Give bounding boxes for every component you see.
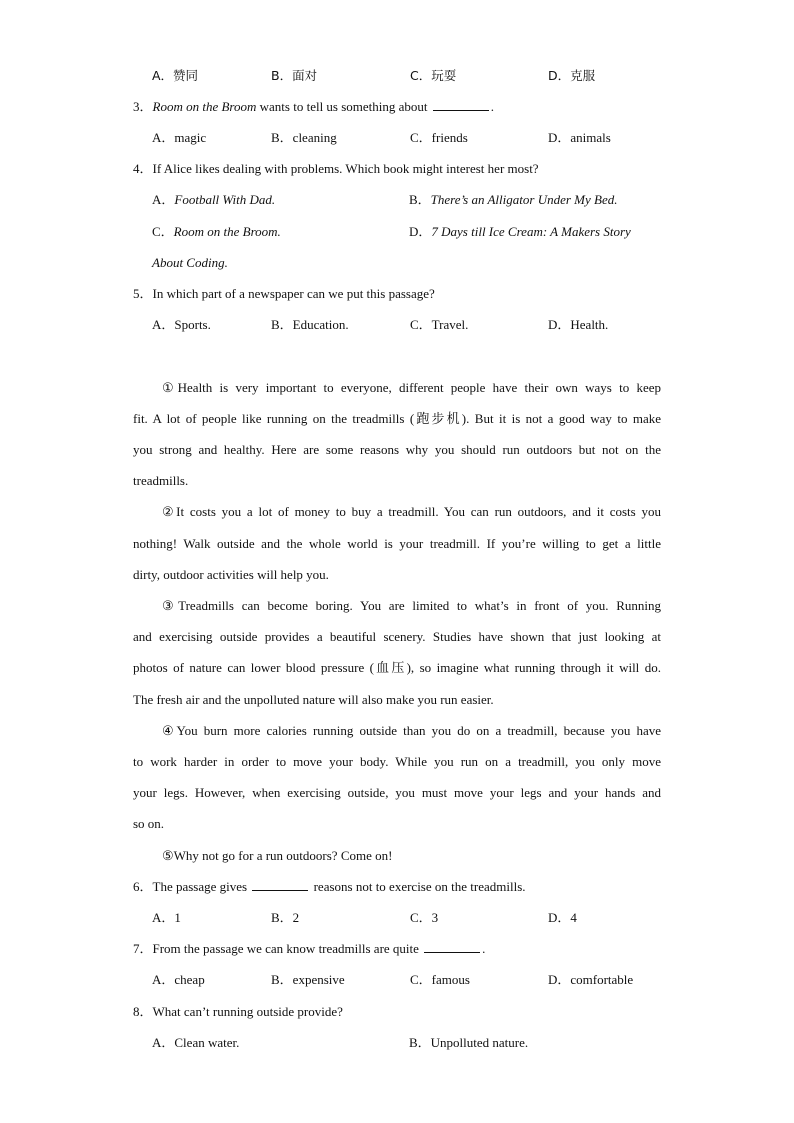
passage-line: The fresh air and the unpolluted nature will also make you run easier.: [133, 692, 494, 707]
question-3-book-title: Room on the Broom: [152, 99, 257, 114]
q4-option-a-text: Football With Dad.: [174, 192, 276, 207]
q7-option-a: A．cheap: [152, 972, 205, 987]
question-4: 4．If Alice likes dealing with problems. Which book might interest her most?: [133, 161, 539, 176]
passage-line: ⑤Why not go for a run outdoors? Come on!: [162, 848, 393, 863]
q8-option-a: A．Clean water.: [152, 1035, 240, 1050]
question-5: 5．In which part of a newspaper can we put this passage?: [133, 286, 435, 301]
answer-blank: [433, 98, 489, 111]
q6-option-b: B．2: [271, 910, 300, 925]
question-3-number: 3．: [133, 99, 153, 114]
passage-line: ②It costs you a lot of money to buy a treadmill. You can run outdoors, and it costs you: [162, 504, 661, 519]
q2-option-b: B．面对: [271, 68, 318, 83]
q4-option-b: [409, 191, 617, 209]
question-7: [133, 940, 485, 958]
passage-line: so on.: [133, 816, 165, 831]
q5-option-d: D．Health.: [548, 317, 609, 332]
passage-line: treadmills.: [133, 473, 189, 488]
passage-line: ①Health is very important to everyone, different people have their own ways to keep: [162, 380, 661, 395]
q2-option-a: A．赞同: [152, 68, 199, 83]
q6-option-d: D．4: [548, 910, 577, 925]
q3-option-b: B．cleaning: [271, 130, 337, 145]
passage-line: nothing! Walk outside and the whole world is your treadmill. If you’re willing to get a little: [133, 536, 661, 551]
passage-line: photos of nature can lower blood pressure (血压), so imagine what running through it will do.: [133, 660, 661, 675]
q5-option-c: C．Travel.: [410, 317, 469, 332]
q4-option-c-text: Room on the Broom.: [173, 224, 281, 239]
question-8: 8．What can’t running outside provide?: [133, 1004, 343, 1019]
q7-option-b: B．expensive: [271, 972, 345, 987]
q3-option-a: A．magic: [152, 130, 207, 145]
question-7-post: .: [482, 941, 486, 956]
answer-blank: [424, 940, 480, 953]
question-6: [133, 878, 526, 896]
q5-option-a: A．Sports.: [152, 317, 211, 332]
question-3: [133, 98, 494, 116]
q4-option-b-label: B．: [409, 192, 431, 207]
passage-line: and exercising outside provides a beautiful scenery. Studies have shown that just looking at: [133, 629, 661, 644]
q2-option-c: C．玩耍: [410, 68, 457, 83]
q4-option-a-label: A．: [152, 192, 175, 207]
q4-option-b-text: There’s an Alligator Under My Bed.: [430, 192, 618, 207]
q4-option-c-label: C．: [152, 224, 174, 239]
passage-line: ③Treadmills can become boring. You are limited to what’s in front of you. Running: [162, 598, 661, 613]
passage-line: dirty, outdoor activities will help you.: [133, 567, 329, 582]
q5-option-b: B．Education.: [271, 317, 349, 332]
q3-option-c: C．friends: [410, 130, 468, 145]
q6-option-c: C．3: [410, 910, 439, 925]
q2-option-d: D．克服: [548, 68, 596, 83]
question-3-text: wants to tell us something about: [256, 99, 428, 114]
q4-option-d-text: 7 Days till Ice Cream: A Makers Story: [431, 224, 631, 239]
question-6-pre: 6．The passage gives: [133, 879, 248, 894]
q4-option-d: [409, 223, 631, 241]
q6-option-a: A．1: [152, 910, 181, 925]
question-7-pre: 7．From the passage we can know treadmills are quite: [133, 941, 419, 956]
answer-blank: [252, 878, 308, 891]
question-6-post: reasons not to exercise on the treadmills.: [313, 879, 526, 894]
q8-option-b: B．Unpolluted nature.: [409, 1035, 529, 1050]
question-3-end: .: [490, 99, 495, 114]
passage-line: ④You burn more calories running outside than you do on a treadmill, because you have: [162, 723, 661, 738]
passage-line: your legs. However, when exercising outside, you must move your legs and your hands and: [133, 785, 661, 800]
q7-option-d: D．comfortable: [548, 972, 634, 987]
q4-option-c: [152, 223, 281, 241]
q4-option-d-label: D．: [409, 224, 432, 239]
q7-option-c: C．famous: [410, 972, 470, 987]
passage-line: to work harder in order to move your body. While you run on a treadmill, you only move: [133, 754, 661, 769]
q4-option-d-continued: About Coding.: [152, 255, 228, 270]
passage-line: fit. A lot of people like running on the treadmills (跑步机). But it is not a good way to make: [133, 411, 661, 426]
passage-line: you strong and healthy. Here are some reasons why you should run outdoors but not on the: [133, 442, 661, 457]
q3-option-d: D．animals: [548, 130, 611, 145]
q4-option-a: [152, 191, 275, 209]
